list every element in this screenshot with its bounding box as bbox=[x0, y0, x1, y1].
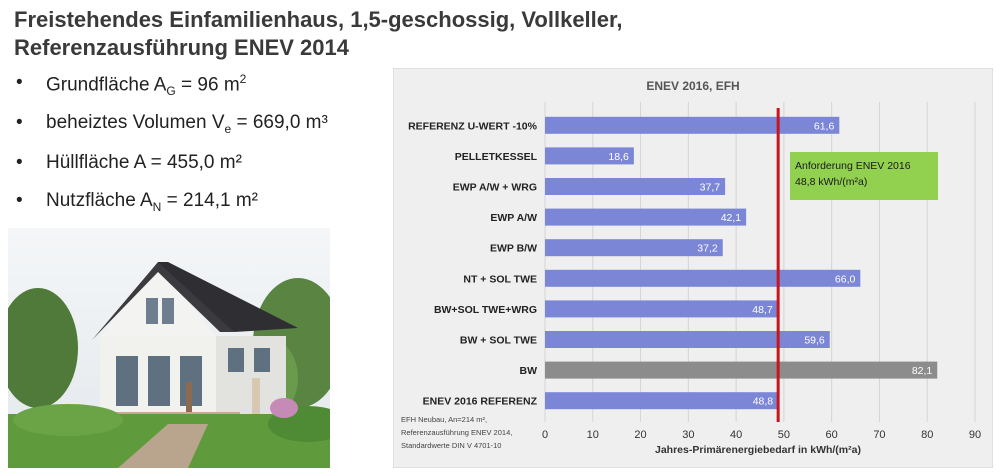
annotation-line-2: 48,8 kWh/(m²a) bbox=[795, 176, 868, 188]
fact-value: = 96 m bbox=[175, 74, 240, 96]
data-label: 48,8 bbox=[752, 395, 774, 408]
fact-subscript: e bbox=[224, 121, 232, 136]
chart-title: ENEV 2016, EFH bbox=[646, 79, 740, 93]
x-tick-label: 80 bbox=[921, 429, 934, 441]
data-label: 37,7 bbox=[699, 181, 721, 194]
person bbox=[186, 382, 192, 412]
category-label: NT + SOL TWE bbox=[463, 273, 537, 286]
category-label: BW bbox=[519, 365, 537, 378]
data-label: 18,6 bbox=[608, 150, 629, 163]
x-tick-label: 0 bbox=[541, 429, 549, 441]
slide-title-line-1: Freistehendes Einfamilienhaus, 1,5-geschossig, Vollkeller, bbox=[14, 7, 623, 32]
data-label: 61,6 bbox=[813, 120, 835, 133]
footnote-line: Standardwerte DIN V 4701-10 bbox=[401, 441, 502, 450]
x-tick-label: 30 bbox=[682, 429, 695, 441]
bar bbox=[545, 331, 830, 348]
category-label: PELLETKESSEL bbox=[454, 150, 537, 163]
annotation-line-1: Anforderung ENEV 2016 bbox=[795, 160, 911, 172]
data-label: 59,6 bbox=[804, 334, 825, 347]
x-tick-label: 40 bbox=[729, 429, 743, 441]
bar-chart bbox=[393, 68, 993, 468]
category-label: ENEV 2016 REFERENZ bbox=[422, 395, 537, 408]
category-label: EWP A/W + WRG bbox=[452, 181, 537, 194]
category-label: BW+SOL TWE+WRG bbox=[433, 303, 537, 316]
footnote-line: EFH Neubau, An=214 m², bbox=[401, 415, 488, 424]
bullet: • bbox=[16, 190, 23, 211]
fact-text: Grundfläche A bbox=[46, 74, 167, 96]
bar bbox=[545, 239, 723, 256]
window bbox=[228, 348, 244, 372]
data-label: 42,1 bbox=[720, 212, 742, 225]
x-tick-label: 60 bbox=[825, 429, 838, 441]
fact-subscript: G bbox=[166, 84, 176, 99]
category-label: EWP A/W bbox=[490, 212, 537, 225]
person bbox=[252, 378, 260, 414]
bush bbox=[13, 404, 123, 436]
data-label: 82,1 bbox=[911, 365, 933, 378]
fact-value: = 669,0 m³ bbox=[231, 112, 328, 133]
bar bbox=[545, 178, 725, 195]
window bbox=[254, 348, 270, 372]
bar bbox=[545, 270, 860, 287]
x-tick-label: 50 bbox=[777, 429, 791, 441]
category-label: BW + SOL TWE bbox=[459, 334, 537, 347]
bar bbox=[545, 300, 778, 317]
fact-subscript: N bbox=[152, 199, 162, 214]
x-axis-label: Jahres-Primärenergiebedarf in kWh/(m²a) bbox=[655, 444, 861, 456]
bullet: • bbox=[16, 152, 23, 173]
bar bbox=[545, 362, 937, 379]
requirement-annotation bbox=[790, 152, 938, 200]
data-label: 66,0 bbox=[834, 273, 856, 286]
fact-text: Hüllfläche A = 455,0 m² bbox=[46, 152, 242, 173]
house-illustration bbox=[8, 228, 330, 468]
x-tick-label: 90 bbox=[968, 429, 982, 441]
fact-text: Nutzfläche A bbox=[46, 190, 153, 211]
data-label: 37,2 bbox=[697, 242, 718, 255]
window bbox=[146, 298, 158, 324]
slide-title bbox=[14, 6, 622, 62]
window bbox=[162, 298, 174, 324]
slide-title-line-2: Referenzausführung ENEV 2014 bbox=[14, 35, 349, 60]
data-label: 48,7 bbox=[752, 303, 773, 316]
category-label: EWP B/W bbox=[489, 242, 537, 255]
x-tick-label: 70 bbox=[873, 429, 886, 441]
bar bbox=[545, 209, 746, 226]
bar bbox=[545, 392, 778, 409]
window bbox=[148, 356, 170, 406]
bullet: • bbox=[16, 112, 23, 133]
category-label: REFERENZ U-WERT -10% bbox=[408, 120, 537, 133]
x-tick-label: 20 bbox=[634, 429, 647, 441]
window bbox=[116, 356, 138, 406]
energy-chart bbox=[393, 68, 993, 468]
fact-text: beheiztes Volumen V bbox=[46, 112, 225, 133]
fact-value: = 214,1 m² bbox=[161, 190, 258, 211]
bar bbox=[545, 117, 839, 134]
bullet: • bbox=[16, 72, 23, 93]
x-tick-label: 10 bbox=[586, 429, 599, 441]
footnote-line: Referenzausführung ENEV 2014, bbox=[401, 428, 513, 437]
flowers bbox=[270, 398, 298, 418]
house-photo bbox=[8, 228, 330, 468]
fact-superscript: 2 bbox=[239, 72, 247, 86]
